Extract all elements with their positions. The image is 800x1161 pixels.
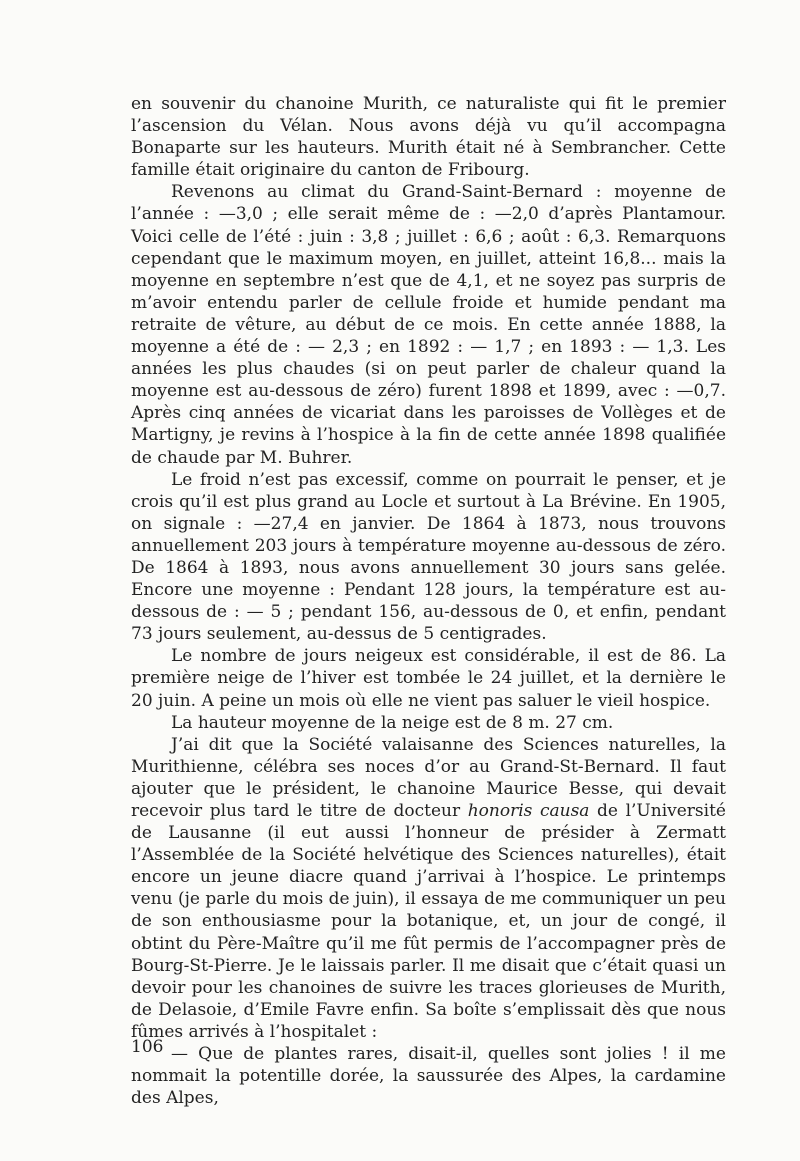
page-number: 106 [131,1037,164,1057]
paragraph-6-part-1: J’ai dit que la Société valaisanne des Sciences naturelles, la Murithienne, célébra ses noces d’or au Grand-St-Bernard. Il faut ajouter que le président, le chanoine Maurice Besse, qui devait recevoir plus tard le titre de docteur [131,734,726,821]
paragraph-6 [131,734,726,1043]
paragraph-6-italic: honoris causa [467,801,590,821]
paragraph-6-part-2: de l’Université de Lausanne (il eut aussi l’honneur de présider à Zermatt l’Assemblée de la Société helvétique des Sciences naturelles), était encore un jeune diacre quand j’arrivai à l’hospice. Le printemps venu (je parle du mois de juin), il essaya de me communiquer un peu de son enthousiasme pour la botanique, et, un jour de congé, il obtint du Père-Maître qu’il me fût permis de l’accompagner près de Bourg-St-Pierre. Je le laissais parler. Il me disait que c’était quasi un devoir pour les chanoines de suivre les traces glorieuses de Murith, de Delasoie, d’Emile Favre enfin. Sa boîte s’emplissait dès que nous fûmes arrivés à l’hospitalet : [131,801,726,1042]
body-text [131,93,726,1109]
paragraph-3: Le froid n’est pas excessif, comme on pourrait le penser, et je crois qu’il est plus grand au Locle et surtout à La Brévine. En 1905, on signale : —27,4 en janvier. De 1864 à 1873, nous trouvons annuellement 203 jours à température moyenne au-dessous de zéro. De 1864 à 1893, nous avons annuellement 30 jours sans gelée. Encore une moyenne : Pendant 128 jours, la température est au-dessous de : — 5 ; pendant 156, au-dessous de 0, et enfin, pendant 73 jours seulement, au-dessus de 5 centigrades. [131,469,726,645]
paragraph-2: Revenons au climat du Grand-Saint-Bernard : moyenne de l’année : —3,0 ; elle serait même de : —2,0 d’après Plantamour. Voici celle de l’été : juin : 3,8 ; juillet : 6,6 ; août : 6,3. Remarquons cependant que le maximum moyen, en juillet, atteint 16,8... mais la moyenne en septembre n’est que de 4,1, et ne soyez pas surpris de m’avoir entendu parler de cellule froide et humide pendant ma retraite de vêture, au début de ce mois. En cette année 1888, la moyenne a été de : — 2,3 ; en 1892 : — 1,7 ; en 1893 : — 1,3. Les années les plus chaudes (si on peut parler de chaleur quand la moyenne est au-dessous de zéro) furent 1898 et 1899, avec : —0,7. Après cinq années de vicariat dans les paroisses de Vollèges et de Martigny, je revins à l’hospice à la fin de cette année 1898 qualifiée de chaude par M. Buhrer. [131,182,726,468]
paragraph-4: Le nombre de jours neigeux est considérable, il est de 86. La première neige de l’hiver est tombée le 24 juillet, et la dernière le 20 juin. A peine un mois où elle ne vient pas saluer le vieil hospice. [131,646,726,711]
paragraph-5: La hauteur moyenne de la neige est de 8 m. 27 cm. [171,712,614,733]
paragraph-1: en souvenir du chanoine Murith, ce naturaliste qui fit le premier l’ascension du Vélan. Nous avons déjà vu qu’il accompagna Bonaparte sur les hauteurs. Murith était né à Sembrancher. Cette famille était originaire du canton de Fribourg. [131,94,726,181]
paragraph-7: — Que de plantes rares, disait-il, quelles sont jolies ! il me nommait la potentille dorée, la saussurée des Alpes, la cardamine des Alpes, [131,1044,726,1109]
